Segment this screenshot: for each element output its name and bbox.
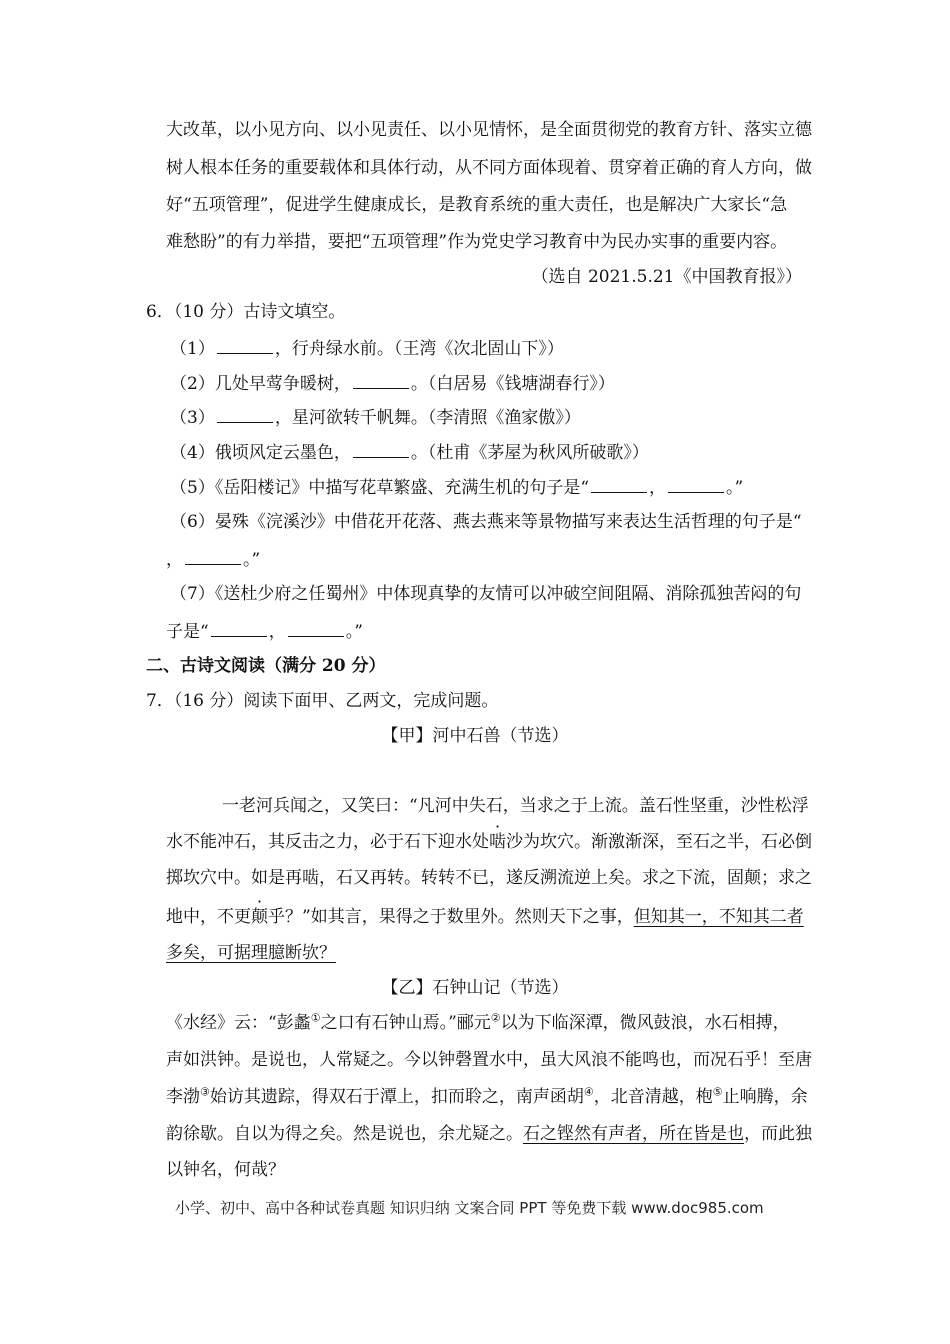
jia-line: 一老河兵闻之，又笑曰：“凡河中失石，当求之于上流。盖石性坚重，沙性松浮 xyxy=(222,796,809,816)
q6-item-6-cont: ， 。” xyxy=(166,550,261,570)
jia-line: 水不能冲石，其反击之力，必于石下迎水处啮沙为坎穴。渐激渐深，至石之半，石必倒 xyxy=(166,832,812,852)
fill-blank xyxy=(288,620,344,637)
q6-item-5: （5）《岳阳楼记》中描写花草繁盛、充满生机的句子是“ ， 。” xyxy=(170,478,744,498)
passage-line: 树人根本任务的重要载体和具体行动，从不同方面体现着、贯穿着正确的育人方向，做 xyxy=(166,158,812,178)
passage-line: 难愁盼”的有力举措，要把“五项管理”作为党史学习教育中为民办实事的重要内容。 xyxy=(166,232,788,252)
yi-line: 李渤③始访其遗踪，得双石于潭上，扣而聆之，南声函胡④，北音清越，枹⑤止响腾，余 xyxy=(166,1085,808,1107)
emphasis-dot-char: 颠 xyxy=(251,907,268,927)
q6-item-2: （2）几处早莺争暖树， 。（白居易《钱塘湖春行》） xyxy=(170,374,615,394)
fill-blank xyxy=(668,476,724,493)
underlined-sentence: 石之铿然有声者，所在皆是也 xyxy=(523,1124,744,1144)
passage-jia-title: 【甲】河中石兽（节选） xyxy=(381,726,569,746)
q6-item-3: （3） ，星河欲转千帆舞。（李清照《渔家傲》） xyxy=(170,408,581,428)
fill-blank xyxy=(211,620,267,637)
question-7-title: 7．（16 分）阅读下面甲、乙两文，完成问题。 xyxy=(146,691,499,711)
question-6-title: 6．（10 分）古诗文填空。 xyxy=(146,302,346,322)
q6-item-1: （1） ，行舟绿水前。（王湾《次北固山下》） xyxy=(170,339,564,359)
underlined-sentence: 多矣，可据理臆断欤？ xyxy=(166,943,336,963)
passage-source: （选自 2021.5.21《中国教育报》） xyxy=(531,267,802,287)
yi-line: 韵徐歇。自以为得之矣。然是说也，余尤疑之。石之铿然有声者，所在皆是也，而此独 xyxy=(166,1124,812,1144)
yi-line: 以钟名，何哉？ xyxy=(166,1160,285,1180)
emphasis-dot-char: 啮 xyxy=(489,832,506,852)
fill-blank xyxy=(217,337,273,354)
q6-item-4: （4）俄顷风定云墨色， 。（杜甫《茅屋为秋风所破歌》） xyxy=(170,443,649,463)
jia-line: 地中，不更颠乎？”如其言，果得之于数里外。然则天下之事，但知其一，不知其二者 xyxy=(166,907,804,927)
fill-blank xyxy=(353,441,409,458)
yi-line: 《水经》云：“彭蠡①之口有石钟山焉。”郦元②以为下临深潭，微风鼓浪，水石相搏， xyxy=(166,1011,790,1033)
section-2-title: 二、古诗文阅读（满分 20 分） xyxy=(146,656,386,676)
underlined-sentence: 但知其一，不知其二者 xyxy=(633,907,804,927)
fill-blank xyxy=(353,372,409,389)
yi-line: 声如洪钟。是说也，人常疑之。今以钟磬置水中，虽大风浪不能鸣也，而况石乎！至唐 xyxy=(166,1050,812,1070)
jia-line: 掷坎穴中。如是再啮，石又再转。转转不已，遂反溯流逆上矣。求之下流，固颠；求之 xyxy=(166,868,812,888)
q6-item-6: （6）晏殊《浣溪沙》中借花开花落、燕去燕来等景物描写来表达生活哲理的句子是“ xyxy=(170,512,802,532)
fill-blank xyxy=(591,476,647,493)
q6-item-7: （7）《送杜少府之任蜀州》中体现真挚的友情可以冲破空间阻隔、消除孤独苦闷的句 xyxy=(170,584,802,604)
q6-item-7-cont: 子是“ ， 。” xyxy=(166,622,363,642)
passage-line: 好“五项管理”，促进学生健康成长，是教育系统的重大责任，也是解决广大家长“急 xyxy=(166,195,788,215)
fill-blank xyxy=(217,406,273,423)
passage-line: 大改革，以小见方向、以小见责任、以小见情怀，是全面贯彻党的教育方针、落实立德 xyxy=(166,120,812,140)
footer-text: 小学、初中、高中各种试卷真题 知识归纳 文案合同 PPT 等免费下载 www.doc985.com xyxy=(175,1199,764,1217)
jia-line xyxy=(166,942,336,964)
fill-blank xyxy=(185,548,241,565)
passage-yi-title: 【乙】石钟山记（节选） xyxy=(381,978,569,998)
